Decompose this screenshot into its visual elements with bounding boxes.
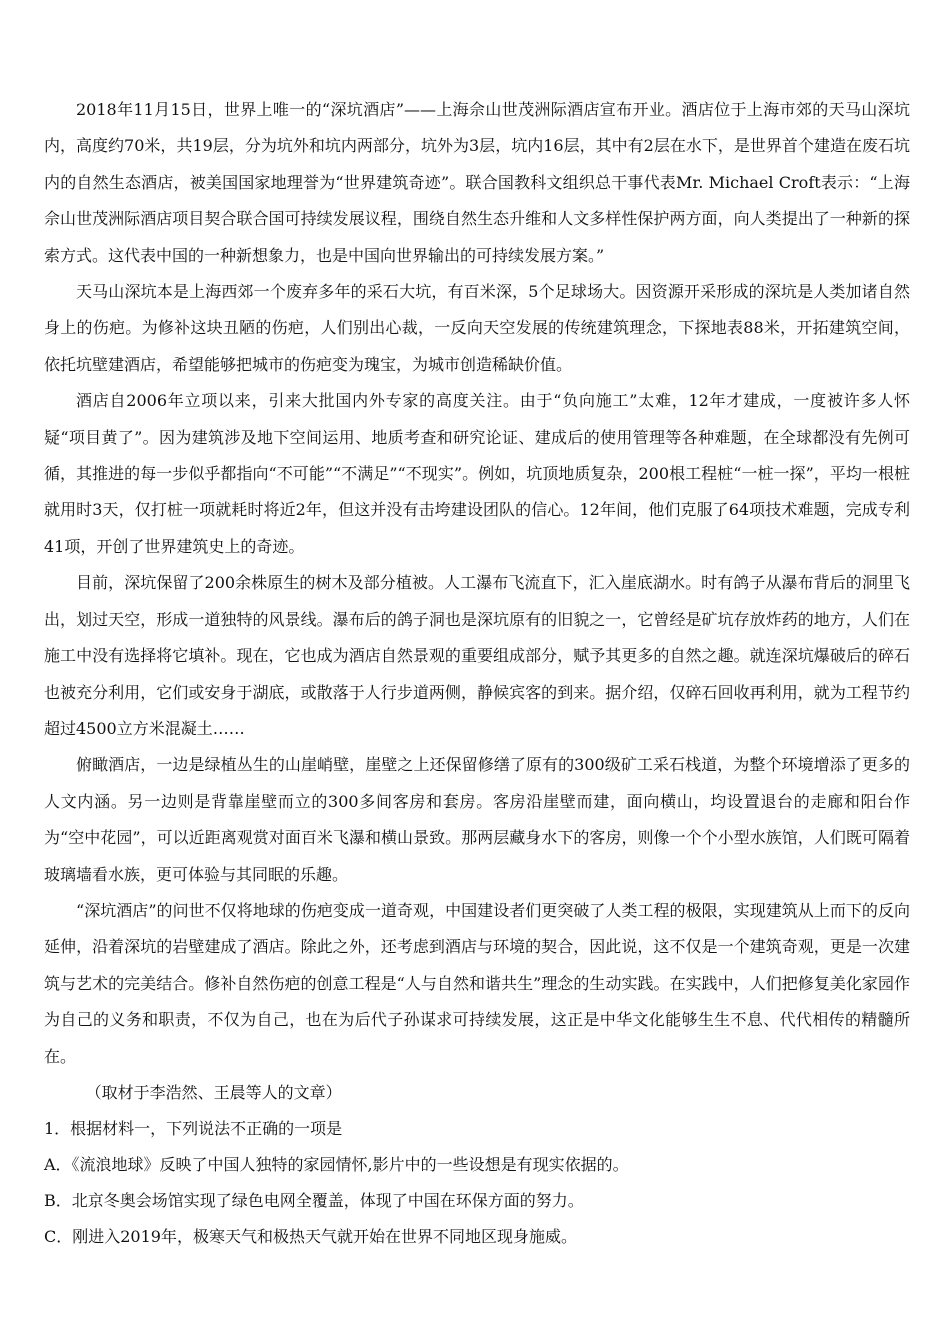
option-a: A．《流浪地球》反映了中国人独特的家园情怀,影片中的一些设想是有现实依据的。 [44, 1154, 629, 1174]
article-paragraph: 天马山深坑本是上海西郊一个废弃多年的采石大坑，有百米深，5个足球场大。因资源开采形成的深坑是人类加诸自然身上的伤疤。为修补这块丑陋的伤疤，人们别出心裁，一反向天空发展的传统建筑理念，下探地表88米，开拓建筑空间，依托坑壁建酒店，希望能够把城市的伤疤变为瑰宝，为城市创造稀缺价值。 [44, 282, 910, 374]
article-paragraph: 2018年11月15日，世界上唯一的“深坑酒店”——上海佘山世茂洲际酒店宣布开业。酒店位于上海市郊的天马山深坑内，高度约70米，共19层，分为坑外和坑内两部分，坑外为3层，坑内16层，其中有2层在水下，是世界首个建造在废石坑内的自然生态酒店，被美国国家地理誉为“世界建筑奇迹”。联合国教科文组织总干事代表Mr. Michael Croft表示：“上海佘山世茂洲际酒店项目契合联合国可持续发展议程，围绕自然生态升维和人文多样性保护两方面，向人类提出了一种新的探索方式。这代表中国的一种新想象力，也是中国向世界输出的可持续发展方案。” [44, 100, 910, 265]
question-stem: 1．根据材料一，下列说法不正确的一项是 [44, 1118, 343, 1138]
option-c: C．刚进入2019年，极寒天气和极热天气就开始在世界不同地区现身施威。 [44, 1226, 577, 1246]
document-content [44, 92, 910, 1255]
article-source: （取材于李浩然、王晨等人的文章） [85, 1082, 342, 1102]
article-paragraph: 酒店自2006年立项以来，引来大批国内外专家的高度关注。由于“负向施工”太难，12年才建成，一度被许多人怀疑“项目黄了”。因为建筑涉及地下空间运用、地质考查和研究论证、建成后的使用管理等各种难题，在全球都没有先例可循，其推进的每一步似乎都指向“不可能”“不满足”“不现实”。例如，坑顶地质复杂，200根工程桩“一桩一探”，平均一根桩就用时3天，仅打桩一项就耗时将近2年，但这并没有击垮建设团队的信心。12年间，他们克服了64项技术难题，完成专利41项，开创了世界建筑史上的奇迹。 [44, 391, 910, 556]
article-paragraph: 目前，深坑保留了200余株原生的树木及部分植被。人工瀑布飞流直下，汇入崖底湖水。时有鸽子从瀑布背后的洞里飞出，划过天空，形成一道独特的风景线。瀑布后的鸽子洞也是深坑原有的旧貌之一，它曾经是矿坑存放炸药的地方，人们在施工中没有选择将它填补。现在，它也成为酒店自然景观的重要组成部分，赋予其更多的自然之趣。就连深坑爆破后的碎石也被充分利用，它们或安身于湖底，或散落于人行步道两侧，静候宾客的到来。据介绍，仅碎石回收再利用，就为工程节约超过4500立方米混凝土…… [44, 573, 910, 738]
article-paragraph: “深坑酒店”的问世不仅将地球的伤疤变成一道奇观，中国建设者们更突破了人类工程的极限，实现建筑从上而下的反向延伸，沿着深坑的岩壁建成了酒店。除此之外，还考虑到酒店与环境的契合，因此说，这不仅是一个建筑奇观，更是一次建筑与艺术的完美结合。修补自然伤疤的创意工程是“人与自然和谐共生”理念的生动实践。在实践中，人们把修复美化家园作为自己的义务和职责，不仅为自己，也在为后代子孙谋求可持续发展，这正是中华文化能够生生不息、代代相传的精髓所在。 [44, 900, 910, 1066]
article-paragraph: 俯瞰酒店，一边是绿植丛生的山崖峭壁，崖壁之上还保留修缮了原有的300级矿工采石栈道，为整个环境增添了更多的人文内涵。另一边则是背靠崖壁而立的300多间客房和套房。客房沿崖壁而建，面向横山，均设置退台的走廊和阳台作为“空中花园”，可以近距离观赏对面百米飞瀑和横山景致。那两层藏身水下的客房，则像一个个小型水族馆，人们既可隔着玻璃墙看水族，更可体验与其同眠的乐趣。 [44, 755, 910, 884]
option-b: B．北京冬奥会场馆实现了绿色电网全覆盖，体现了中国在环保方面的努力。 [44, 1190, 584, 1210]
